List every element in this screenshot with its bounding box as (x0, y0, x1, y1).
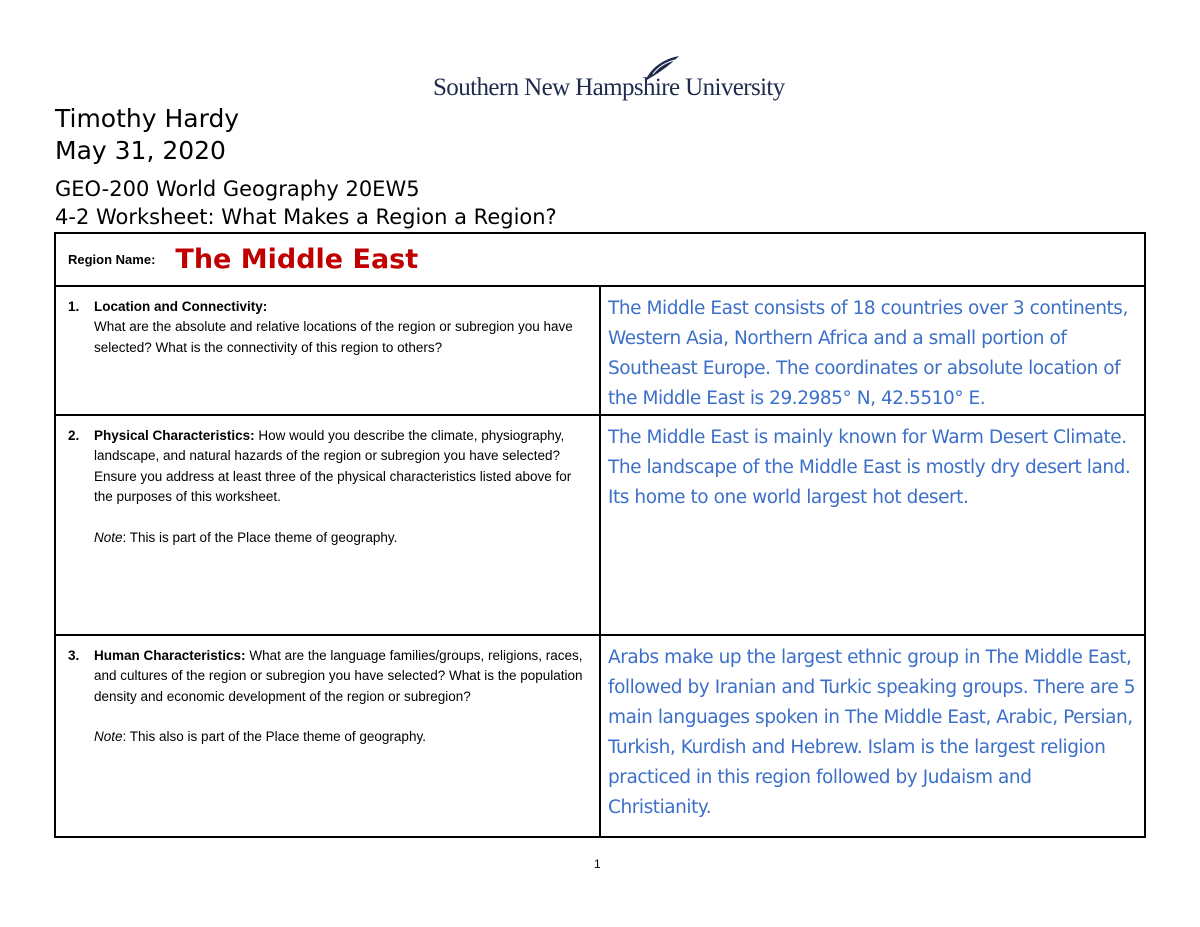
answer-cell (600, 635, 1145, 837)
question-prompt: What are the absolute and relative locations of the region or subregion you have selected? What is the connectivity of this region to others? (94, 319, 573, 355)
answer-cell (600, 286, 1145, 415)
region-row (55, 233, 1145, 286)
leaf-icon (641, 54, 681, 84)
region-label: Region Name: (68, 252, 156, 267)
worksheet-table (54, 232, 1146, 838)
question-number: 1. (68, 299, 80, 314)
note-label: Note (94, 729, 123, 745)
answer-cell (600, 415, 1145, 635)
question-cell (55, 415, 600, 635)
table-row (55, 635, 1145, 837)
question-note (94, 528, 591, 548)
answer-text: The Middle East consists of 18 countries over 3 continents, Western Asia, Northern Africa and a small portion of Southeast Europe. The coordinates or absolute location of the Middle East is 29.2985° N, 42.5510° E. (608, 298, 1128, 409)
question-number: 2. (68, 428, 80, 443)
page-number: 1 (594, 857, 601, 871)
answer-text: Arabs make up the largest ethnic group in The Middle East, followed by Iranian and Turkic speaking groups. There are 5 main languages spoken in The Middle East, Arabic, Persian, Turkish, Kurdish and Hebrew. Islam is the largest religion practiced in this region followed by Judaism and Christianity. (608, 647, 1136, 818)
question-cell (55, 635, 600, 837)
question-note (94, 727, 591, 747)
note-label: Note (94, 529, 123, 545)
table-row (55, 415, 1145, 635)
logo-text: Southern New Hampshire University (433, 74, 785, 101)
submission-date: May 31, 2020 (55, 136, 226, 165)
answer-text: The Middle East is mainly known for Warm Desert Climate. The landscape of the Middle East is mostly dry desert land. Its home to one world largest hot desert. (608, 427, 1131, 508)
question-title: Physical Characteristics: (94, 428, 255, 443)
question-prompt: How would you describe the climate, physiography, landscape, and natural hazards of the region or subregion you have selected? Ensure you address at least three of the physical characteristics listed above for the purposes of this worksheet. (94, 428, 572, 505)
assignment-title: 4-2 Worksheet: What Makes a Region a Region? (55, 205, 557, 229)
region-name: The Middle East (175, 244, 419, 275)
question-prompt: What are the language families/groups, religions, races, and cultures of the region or subregion you have selected? What is the population density and economic development of the region or subregion? (94, 648, 583, 704)
table-row (55, 286, 1145, 415)
question-title: Location and Connectivity: (94, 299, 268, 314)
question-number: 3. (68, 648, 80, 663)
student-name: Timothy Hardy (55, 104, 240, 133)
question-title: Human Characteristics: (94, 648, 246, 663)
note-text: : This is part of the Place theme of geography. (122, 529, 398, 545)
course-title: GEO-200 World Geography 20EW5 (55, 177, 420, 201)
question-cell (55, 286, 600, 415)
university-logo (433, 62, 785, 106)
note-text: : This also is part of the Place theme of geography. (122, 729, 426, 745)
